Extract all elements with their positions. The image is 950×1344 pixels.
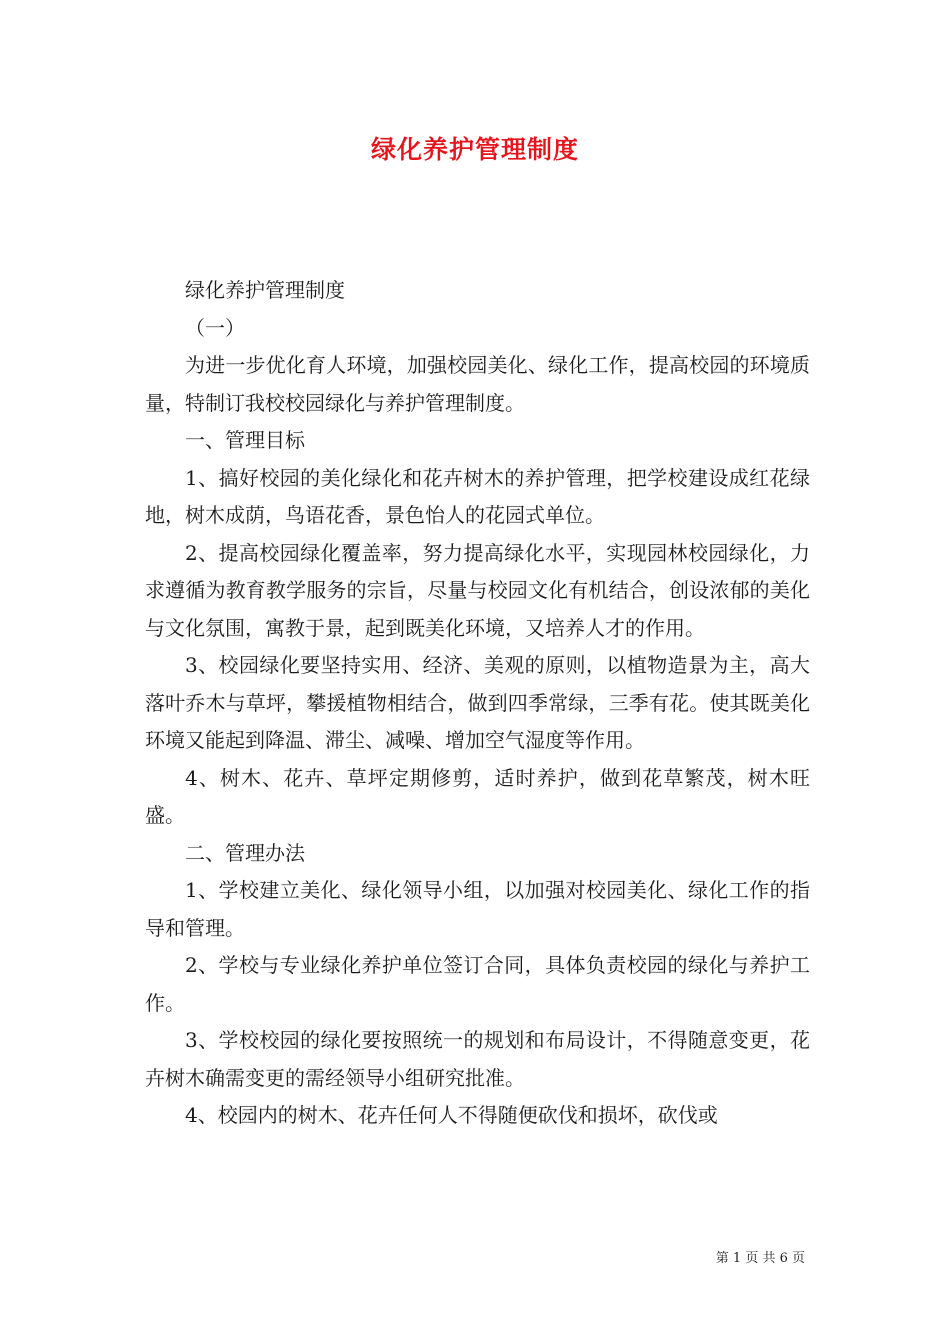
method-item-1: 1、学校建立美化、绿化领导小组，以加强对校园美化、绿化工作的指导和管理。 bbox=[145, 878, 810, 940]
paragraph-section-number: （一） bbox=[185, 315, 245, 340]
document-body bbox=[145, 272, 810, 1135]
paragraph-heading: 绿化养护管理制度 bbox=[185, 278, 345, 302]
goal-item-2: 2、提高校园绿化覆盖率，努力提高绿化水平，实现园林校园绿化，力求遵循为教育教学服务的宗旨，尽量与校园文化有机结合，创设浓郁的美化与文化氛围，寓教于景，起到既美化环境，又培养人才的作用。 bbox=[145, 540, 810, 640]
document-title: 绿化养护管理制度 bbox=[370, 135, 579, 164]
method-item-2: 2、学校与专业绿化养护单位签订合同，具体负责校园的绿化与养护工作。 bbox=[145, 953, 810, 1015]
paragraph-intro: 为进一步优化育人环境，加强校园美化、绿化工作，提高校园的环境质量，特制订我校校园绿化与养护管理制度。 bbox=[145, 353, 810, 415]
section-heading-methods: 二、管理办法 bbox=[185, 840, 305, 865]
goal-item-4: 4、树木、花卉、草坪定期修剪，适时养护，做到花草繁茂，树木旺盛。 bbox=[145, 765, 810, 827]
method-item-4: 4、校园内的树木、花卉任何人不得随便砍伐和损坏，砍伐或 bbox=[185, 1103, 718, 1127]
goal-item-1: 1、搞好校园的美化绿化和花卉树木的养护管理，把学校建设成红花绿地，树木成荫，鸟语花香，景色怡人的花园式单位。 bbox=[145, 465, 810, 527]
page-number-footer: 第 1 页 共 6 页 bbox=[715, 1251, 805, 1266]
section-heading-goals: 一、管理目标 bbox=[185, 428, 305, 452]
method-item-3: 3、学校校园的绿化要按照统一的规划和布局设计，不得随意变更，花卉树木确需变更的需经领导小组研究批准。 bbox=[145, 1028, 810, 1090]
goal-item-3: 3、校园绿化要坚持实用、经济、美观的原则，以植物造景为主，高大落叶乔木与草坪，攀援植物相结合，做到四季常绿，三季有花。使其既美化环境又能起到降温、滞尘、减噪、增加空气湿度等作用。 bbox=[145, 653, 810, 752]
